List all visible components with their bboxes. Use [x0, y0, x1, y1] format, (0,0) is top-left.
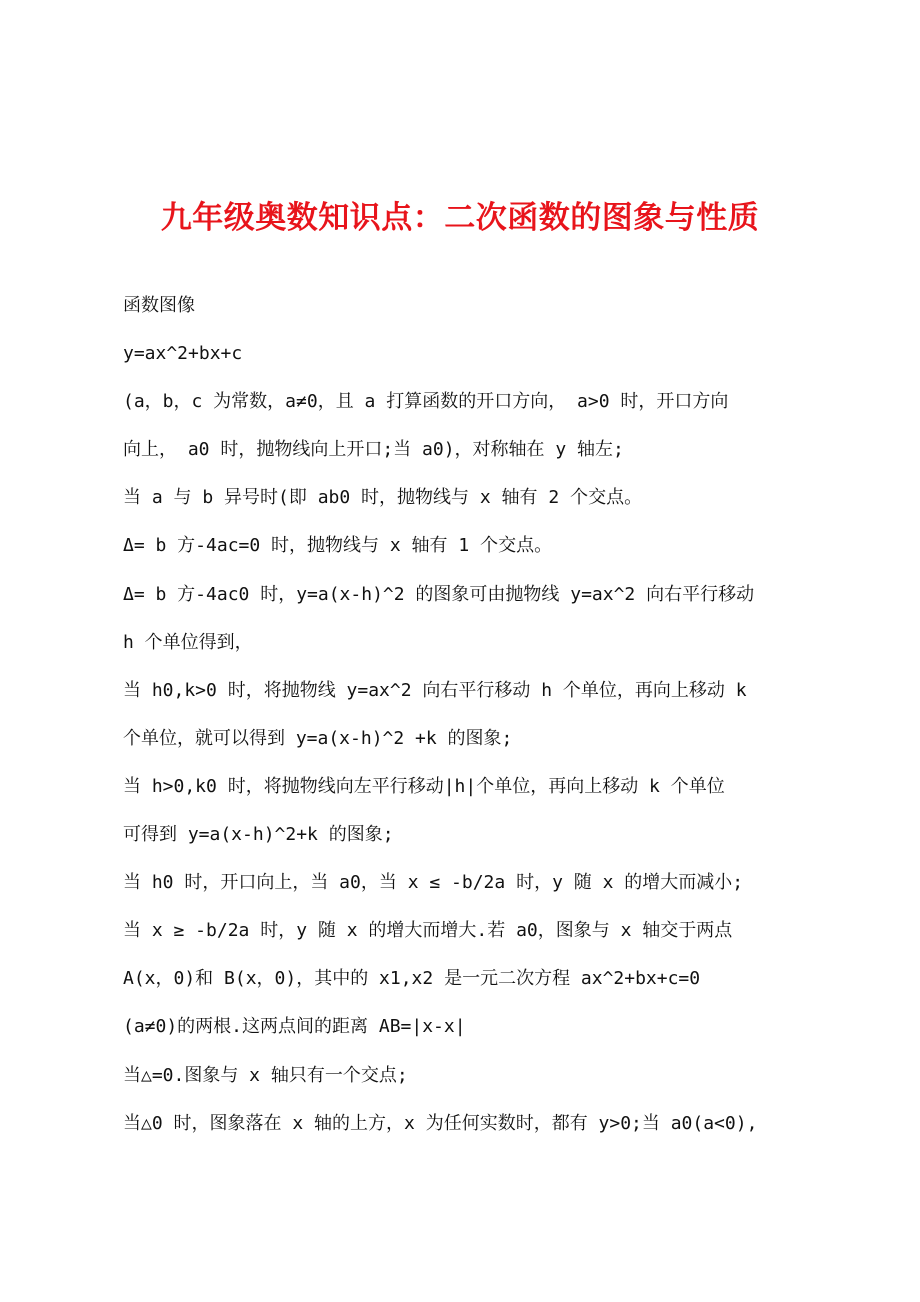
text-line: 当 h0,k>0 时，将抛物线 y=ax^2 向右平行移动 h 个单位，再向上移动 k: [123, 679, 747, 701]
text-line: Δ= b 方-4ac0 时，y=a(x-h)^2 的图象可由抛物线 y=ax^2 向右平行移动: [123, 583, 755, 605]
text-line: 当△=0.图象与 x 轴只有一个交点;: [123, 1064, 408, 1086]
text-line: Δ= b 方-4ac=0 时，抛物线与 x 轴有 1 个交点。: [123, 535, 553, 557]
text-line: 函数图像: [123, 295, 195, 316]
document-body: [123, 282, 823, 1148]
text-line: 个单位，就可以得到 y=a(x-h)^2 +k 的图象;: [123, 727, 513, 749]
text-line: 当 h0 时，开口向上，当 a0，当 x ≤ -b/2a 时，y 随 x 的增大而减小;: [123, 872, 744, 894]
text-line: 当 h>0,k0 时，将抛物线向左平行移动|h|个单位，再向上移动 k 个单位: [123, 775, 725, 797]
text-line: 当 a 与 b 异号时(即 ab0 时，抛物线与 x 轴有 2 个交点。: [123, 487, 643, 509]
text-line: 可得到 y=a(x-h)^2+k 的图象;: [123, 824, 394, 846]
text-line: 当 x ≥ -b/2a 时，y 随 x 的增大而增大.若 a0，图象与 x 轴交于两点: [123, 920, 733, 942]
text-line: (a，b，c 为常数，a≠0，且 a 打算函数的开口方向， a>0 时，开口方向: [123, 391, 729, 413]
text-line: 向上， a0 时，抛物线向上开口;当 a0)，对称轴在 y 轴左;: [123, 439, 624, 461]
text-line: (a≠0)的两根.这两点间的距离 AB=|x-x|: [123, 1016, 466, 1038]
document-title: 九年级奥数知识点：二次函数的图象与性质: [160, 200, 760, 236]
text-line: 当△0 时，图象落在 x 轴的上方，x 为任何实数时，都有 y>0;当 a0(a<0),: [123, 1112, 758, 1134]
text-line: h 个单位得到，: [123, 631, 253, 653]
text-line: A(x，0)和 B(x，0)，其中的 x1,x2 是一元二次方程 ax^2+bx+c=0: [123, 968, 701, 990]
text-line: y=ax^2+bx+c: [123, 343, 243, 365]
